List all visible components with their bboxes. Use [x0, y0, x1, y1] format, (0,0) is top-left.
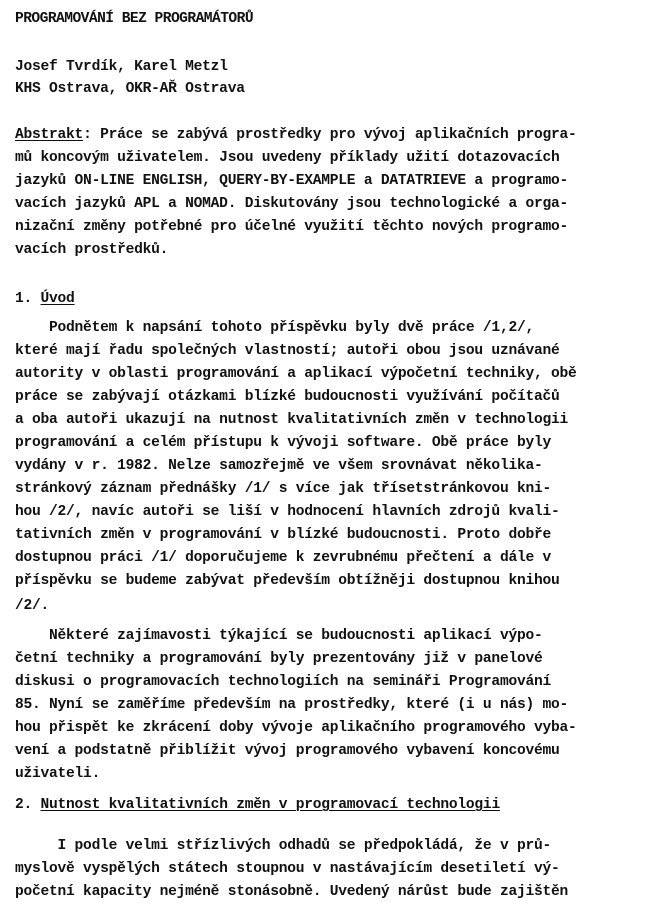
- document-title: PROGRAMOVÁNÍ BEZ PROGRAMÁTORŮ: [15, 11, 254, 27]
- paragraph-line: programování a celém přístupu k vývoji software. Obě práce byly: [15, 435, 551, 451]
- paragraph-line: Podnětem k napsání tohoto příspěvku byly dvě práce /1,2/,: [15, 320, 534, 336]
- paragraph-line: početní kapacity nejméně stonásobně. Uvedený nárůst bude zajištěn: [15, 884, 568, 900]
- paragraph-line: 85. Nyní se zaměříme především na prostředky, které (i u nás) mo-: [15, 697, 568, 713]
- paragraph-line: uživateli.: [15, 766, 101, 782]
- paragraph-line: I podle velmi střízlivých odhadů se předpokládá, že v prů-: [15, 838, 551, 854]
- section-title: Nutnost kvalitativních změn v programovací technologii: [40, 797, 500, 813]
- paragraph-line: dostupnou práci /1/ doporučujeme k zevrubnému přečtení a dále v: [15, 550, 551, 566]
- paragraph-line: které mají řadu společných vlastností; autoři obou jsou uznávané: [15, 343, 560, 359]
- abstract-first-line: : Práce se zabývá prostředky pro vývoj aplikačních progra-: [83, 127, 577, 143]
- authors: Josef Tvrdík, Karel Metzl: [15, 59, 228, 75]
- paragraph-line: příspěvku se budeme zabývat především obtížněji dostupnou knihou: [15, 573, 560, 589]
- abstract-line: vacích prostředků.: [15, 242, 169, 258]
- abstract-line: vacích jazyků APL a NOMAD. Diskutovány jsou technologické a orga-: [15, 196, 568, 212]
- section-1-heading: [15, 290, 75, 308]
- paragraph-line: četní techniky a programování byly prezentovány již v panelové: [15, 651, 543, 667]
- section-number: 1.: [15, 291, 33, 307]
- paragraph-line: vení a podstatně přiblížit vývoj programového vybavení koncovému: [15, 743, 560, 759]
- section-2-heading: [15, 796, 500, 814]
- paragraph-line: myslově vyspělých státech stoupnou v nastávajícím desetiletí vý-: [15, 861, 560, 877]
- abstract-label: Abstrakt: [15, 127, 84, 143]
- section-title: Úvod: [40, 291, 75, 307]
- paragraph-line: stránkový záznam přednášky /1/ s více jak třísetstránkovou kni-: [15, 481, 551, 497]
- abstract-line: mů koncovým uživatelem. Jsou uvedeny příklady užití dotazovacích: [15, 150, 560, 166]
- paragraph-line: /2/.: [15, 598, 50, 614]
- paragraph-line: a oba autoři ukazují na nutnost kvalitativních změn v technologii: [15, 412, 568, 428]
- paragraph-line: Některé zajímavosti týkající se budoucnosti aplikací výpo-: [15, 628, 543, 644]
- paragraph-line: autority v oblasti programování a aplikací výpočetní techniky, obě: [15, 366, 577, 382]
- paragraph-line: hou přispět ke zkrácení doby vývoje aplikačního programového vyba-: [15, 720, 577, 736]
- paragraph-line: diskusi o programovacích technologiích na semináři Programování: [15, 674, 551, 690]
- abstract-line: [15, 126, 577, 144]
- abstract-line: jazyků ON-LINE ENGLISH, QUERY-BY-EXAMPLE a DATATRIEVE a programo-: [15, 173, 568, 189]
- affiliations: KHS Ostrava, OKR-AŘ Ostrava: [15, 81, 245, 97]
- paragraph-line: práce se zabývají otázkami blízké budoucnosti využívání počítačů: [15, 389, 560, 405]
- paragraph-line: tativních změn v programování v blízké budoucnosti. Proto dobře: [15, 527, 551, 543]
- paragraph-line: vydány v r. 1982. Nelze samozřejmě ve všem srovnávat několika-: [15, 458, 543, 474]
- section-number: 2.: [15, 797, 33, 813]
- abstract-line: nizační změny potřebné pro účelné využití těchto nových programo-: [15, 219, 568, 235]
- paragraph-line: hou /2/, navíc autoři se liší v hodnocení hlavních zdrojů kvali-: [15, 504, 560, 520]
